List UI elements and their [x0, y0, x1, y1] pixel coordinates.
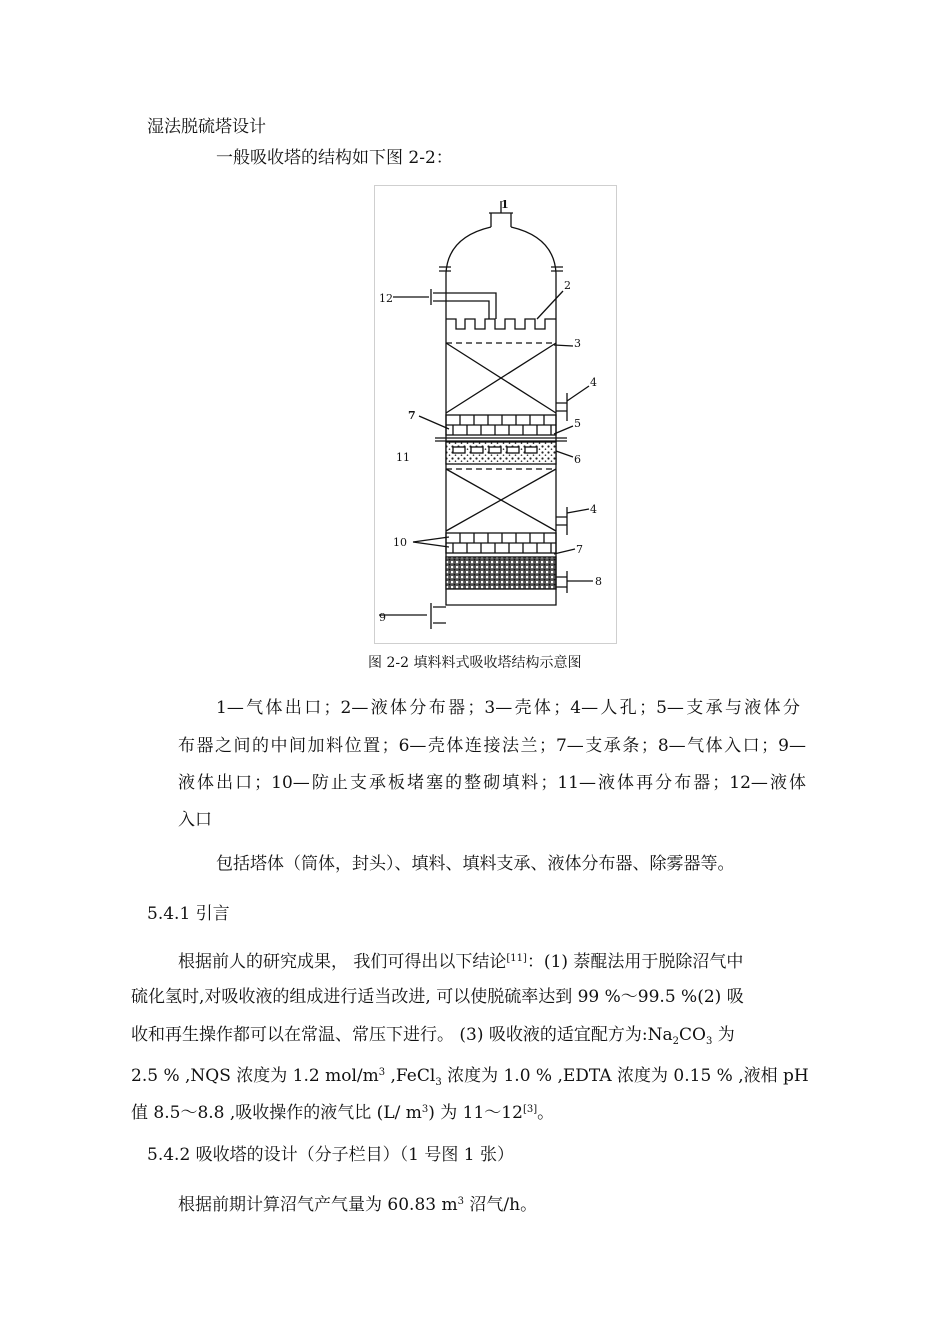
legend-line-3: 液体出口；10—防止支承板堵塞的整砌填料；11—液体再分布器；12—液体	[178, 773, 806, 793]
support-packing	[446, 557, 556, 589]
tower-dome	[446, 227, 556, 273]
figure-caption: 图 2-2 填料料式吸收塔结构示意图	[368, 655, 582, 671]
liquid-distributor	[446, 319, 556, 329]
legend-line-2: 布器之间的中间加料位置；6—壳体连接法兰；7—支承条；8—气体入口；9—	[178, 736, 806, 756]
gas-inlet-nozzle	[556, 571, 567, 593]
manhole-lower	[556, 507, 567, 535]
legend-line-1: 1—气体出口；2—液体分布器；3—壳体；4—人孔；5—支承与液体分	[216, 698, 800, 718]
label-5: 5	[574, 417, 581, 430]
intro-text: 一般吸收塔的结构如下图 2-2：	[216, 148, 453, 168]
citation-3: [3]	[522, 1104, 538, 1115]
paragraph-line-5: 值 8.5～8.8 ,吸收操作的液气比 (L/ $m^3$) 为 11～12[3]。	[131, 1103, 555, 1123]
label-9: 9	[379, 611, 386, 624]
manhole-upper	[556, 393, 567, 421]
paragraph-line-4: 2.5 % ,NQS 浓度为 1.2 mol/$m^3$ ,FeCl$_3$ 浓度为 1.0 % ,EDTA 浓度为 0.15 % ,液相 pH	[131, 1066, 809, 1088]
label-4-upper: 4	[590, 376, 597, 389]
label-4-lower: 4	[590, 503, 597, 516]
section-heading-541: 5.4.1 引言	[147, 904, 230, 924]
label-6: 6	[574, 453, 581, 466]
label-7-lower: 7	[576, 543, 583, 556]
absorption-tower-diagram	[375, 186, 616, 643]
paragraph-line-1: 根据前人的研究成果， 我们可得出以下结论[11]：(1) 萘醌法用于脱除沼气中	[178, 952, 744, 972]
includes-text: 包括塔体（筒体，封头）、填料、填料支承、液体分布器、除雾器等。	[216, 854, 735, 874]
paragraph-line-2: 硫化氢时,对吸收液的组成进行适当改进, 可以使脱硫率达到 99 %～99.5 %(2) 吸	[131, 987, 744, 1007]
lower-packing-bed	[446, 469, 556, 531]
section2-text: 根据前期计算沼气产气量为 60.83 $m^3$ 沼气/h。	[178, 1195, 538, 1215]
label-11: 11	[396, 451, 410, 464]
label-7-upper: 7	[408, 409, 416, 422]
label-10: 10	[393, 536, 407, 549]
section-heading-542: 5.4.2 吸收塔的设计（分子栏目）（1 号图 1 张）	[147, 1145, 515, 1165]
upper-packing-bed	[446, 343, 556, 413]
paragraph-line-3: 收和再生操作都可以在常温、常压下进行。 (3) 吸收液的适宜配方为$:Na_2CO_3$ 为	[131, 1025, 735, 1047]
section-title: 湿法脱硫塔设计	[147, 117, 266, 137]
liquid-outlet-pipe	[379, 603, 446, 629]
legend-line-4: 入口	[178, 810, 212, 830]
tower-shell	[446, 273, 556, 605]
label-3: 3	[574, 337, 581, 350]
label-1: 1	[501, 198, 509, 211]
liquid-inlet-pipe	[393, 289, 496, 319]
figure-frame	[374, 185, 617, 644]
label-8: 8	[595, 575, 602, 588]
gas-outlet-nozzle	[489, 213, 513, 227]
label-12: 12	[379, 292, 393, 305]
label-2: 2	[564, 279, 571, 292]
shell-flange	[435, 438, 567, 441]
citation-11: [11]	[506, 953, 527, 964]
